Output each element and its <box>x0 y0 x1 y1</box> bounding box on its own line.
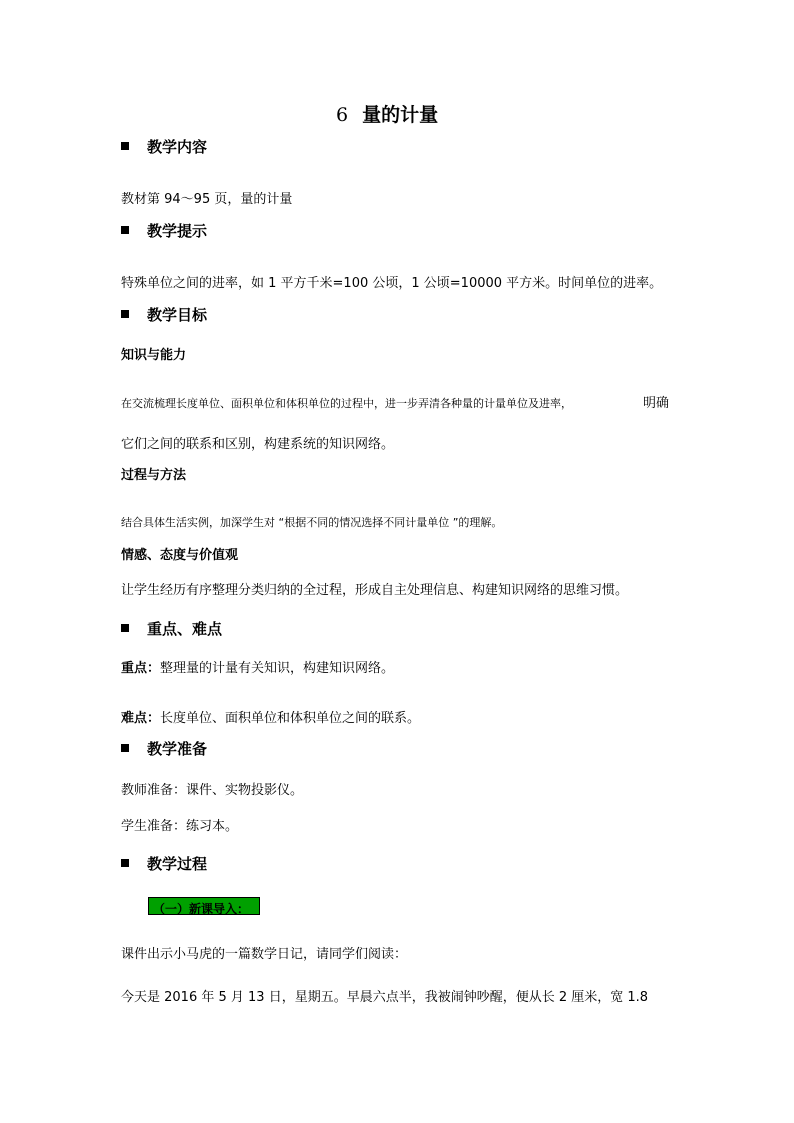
heading-goal-label: 教学目标 <box>147 306 208 324</box>
hint-body: 特殊单位之间的进率，如 1 平方千米=100 公顷，1 公顷=10000 平方米。时间单位的进率。 <box>121 276 663 291</box>
heading-prep-label: 教学准备 <box>147 740 208 758</box>
title-text: 量的计量 <box>362 104 439 126</box>
difficult-text: 长度单位、面积单位和体积单位之间的联系。 <box>160 711 421 726</box>
heading-process-label: 教学过程 <box>147 855 208 873</box>
square-bullet-icon <box>121 310 129 318</box>
goal-emotion-line: 让学生经历有序整理分类归纳的全过程，形成自主处理信息、构建知识网络的思维习惯。 <box>121 583 629 598</box>
page-title <box>336 106 438 125</box>
goal-knowledge-line1: 在交流梳理长度单位、面积单位和体积单位的过程中，进一步弄清各种量的计量单位及进率， <box>121 397 572 410</box>
heading-process <box>121 857 207 872</box>
process-step-highlight <box>148 897 260 915</box>
prep-teacher: 教师准备：课件、实物投影仪。 <box>121 783 304 798</box>
heading-key <box>121 622 222 637</box>
key-point <box>121 662 394 675</box>
heading-hint <box>121 224 207 239</box>
square-bullet-icon <box>121 142 129 150</box>
goal-sub-process: 过程与方法 <box>121 468 187 483</box>
goal-sub-knowledge: 知识与能力 <box>121 348 187 363</box>
heading-content-label: 教学内容 <box>147 138 208 156</box>
goal-knowledge-line1-tail: 明确 <box>643 396 670 411</box>
heading-content <box>121 140 207 155</box>
square-bullet-icon <box>121 624 129 632</box>
title-number: 6 <box>336 104 349 126</box>
difficult-label: 难点： <box>121 711 161 726</box>
goal-knowledge-line2: 它们之间的联系和区别，构建系统的知识网络。 <box>121 437 395 452</box>
heading-prep <box>121 742 207 757</box>
key-text: 整理量的计量有关知识，构建知识网络。 <box>160 661 395 676</box>
heading-hint-label: 教学提示 <box>147 222 208 240</box>
process-line2: 今天是 2016 年 5 月 13 日，星期五。早晨六点半，我被闹钟吵醒，便从长 2 厘米，宽 1.8 <box>121 990 649 1005</box>
heading-key-label: 重点、难点 <box>147 620 223 638</box>
goal-process-line: 结合具体生活实例，加深学生对 “根据不同的情况选择不同计量单位 ”的理解。 <box>121 516 503 529</box>
process-step-label: （一）新课导入： <box>153 902 250 916</box>
content-body: 教材第 94～95 页，量的计量 <box>121 192 293 207</box>
square-bullet-icon <box>121 744 129 752</box>
heading-goal <box>121 308 207 323</box>
square-bullet-icon <box>121 226 129 234</box>
prep-student: 学生准备：练习本。 <box>121 819 239 834</box>
goal-sub-emotion: 情感、态度与价值观 <box>121 548 239 563</box>
process-line1: 课件出示小马虎的一篇数学日记，请同学们阅读： <box>121 947 408 962</box>
difficult-point <box>121 712 420 725</box>
key-label: 重点： <box>121 661 161 676</box>
square-bullet-icon <box>121 859 129 867</box>
